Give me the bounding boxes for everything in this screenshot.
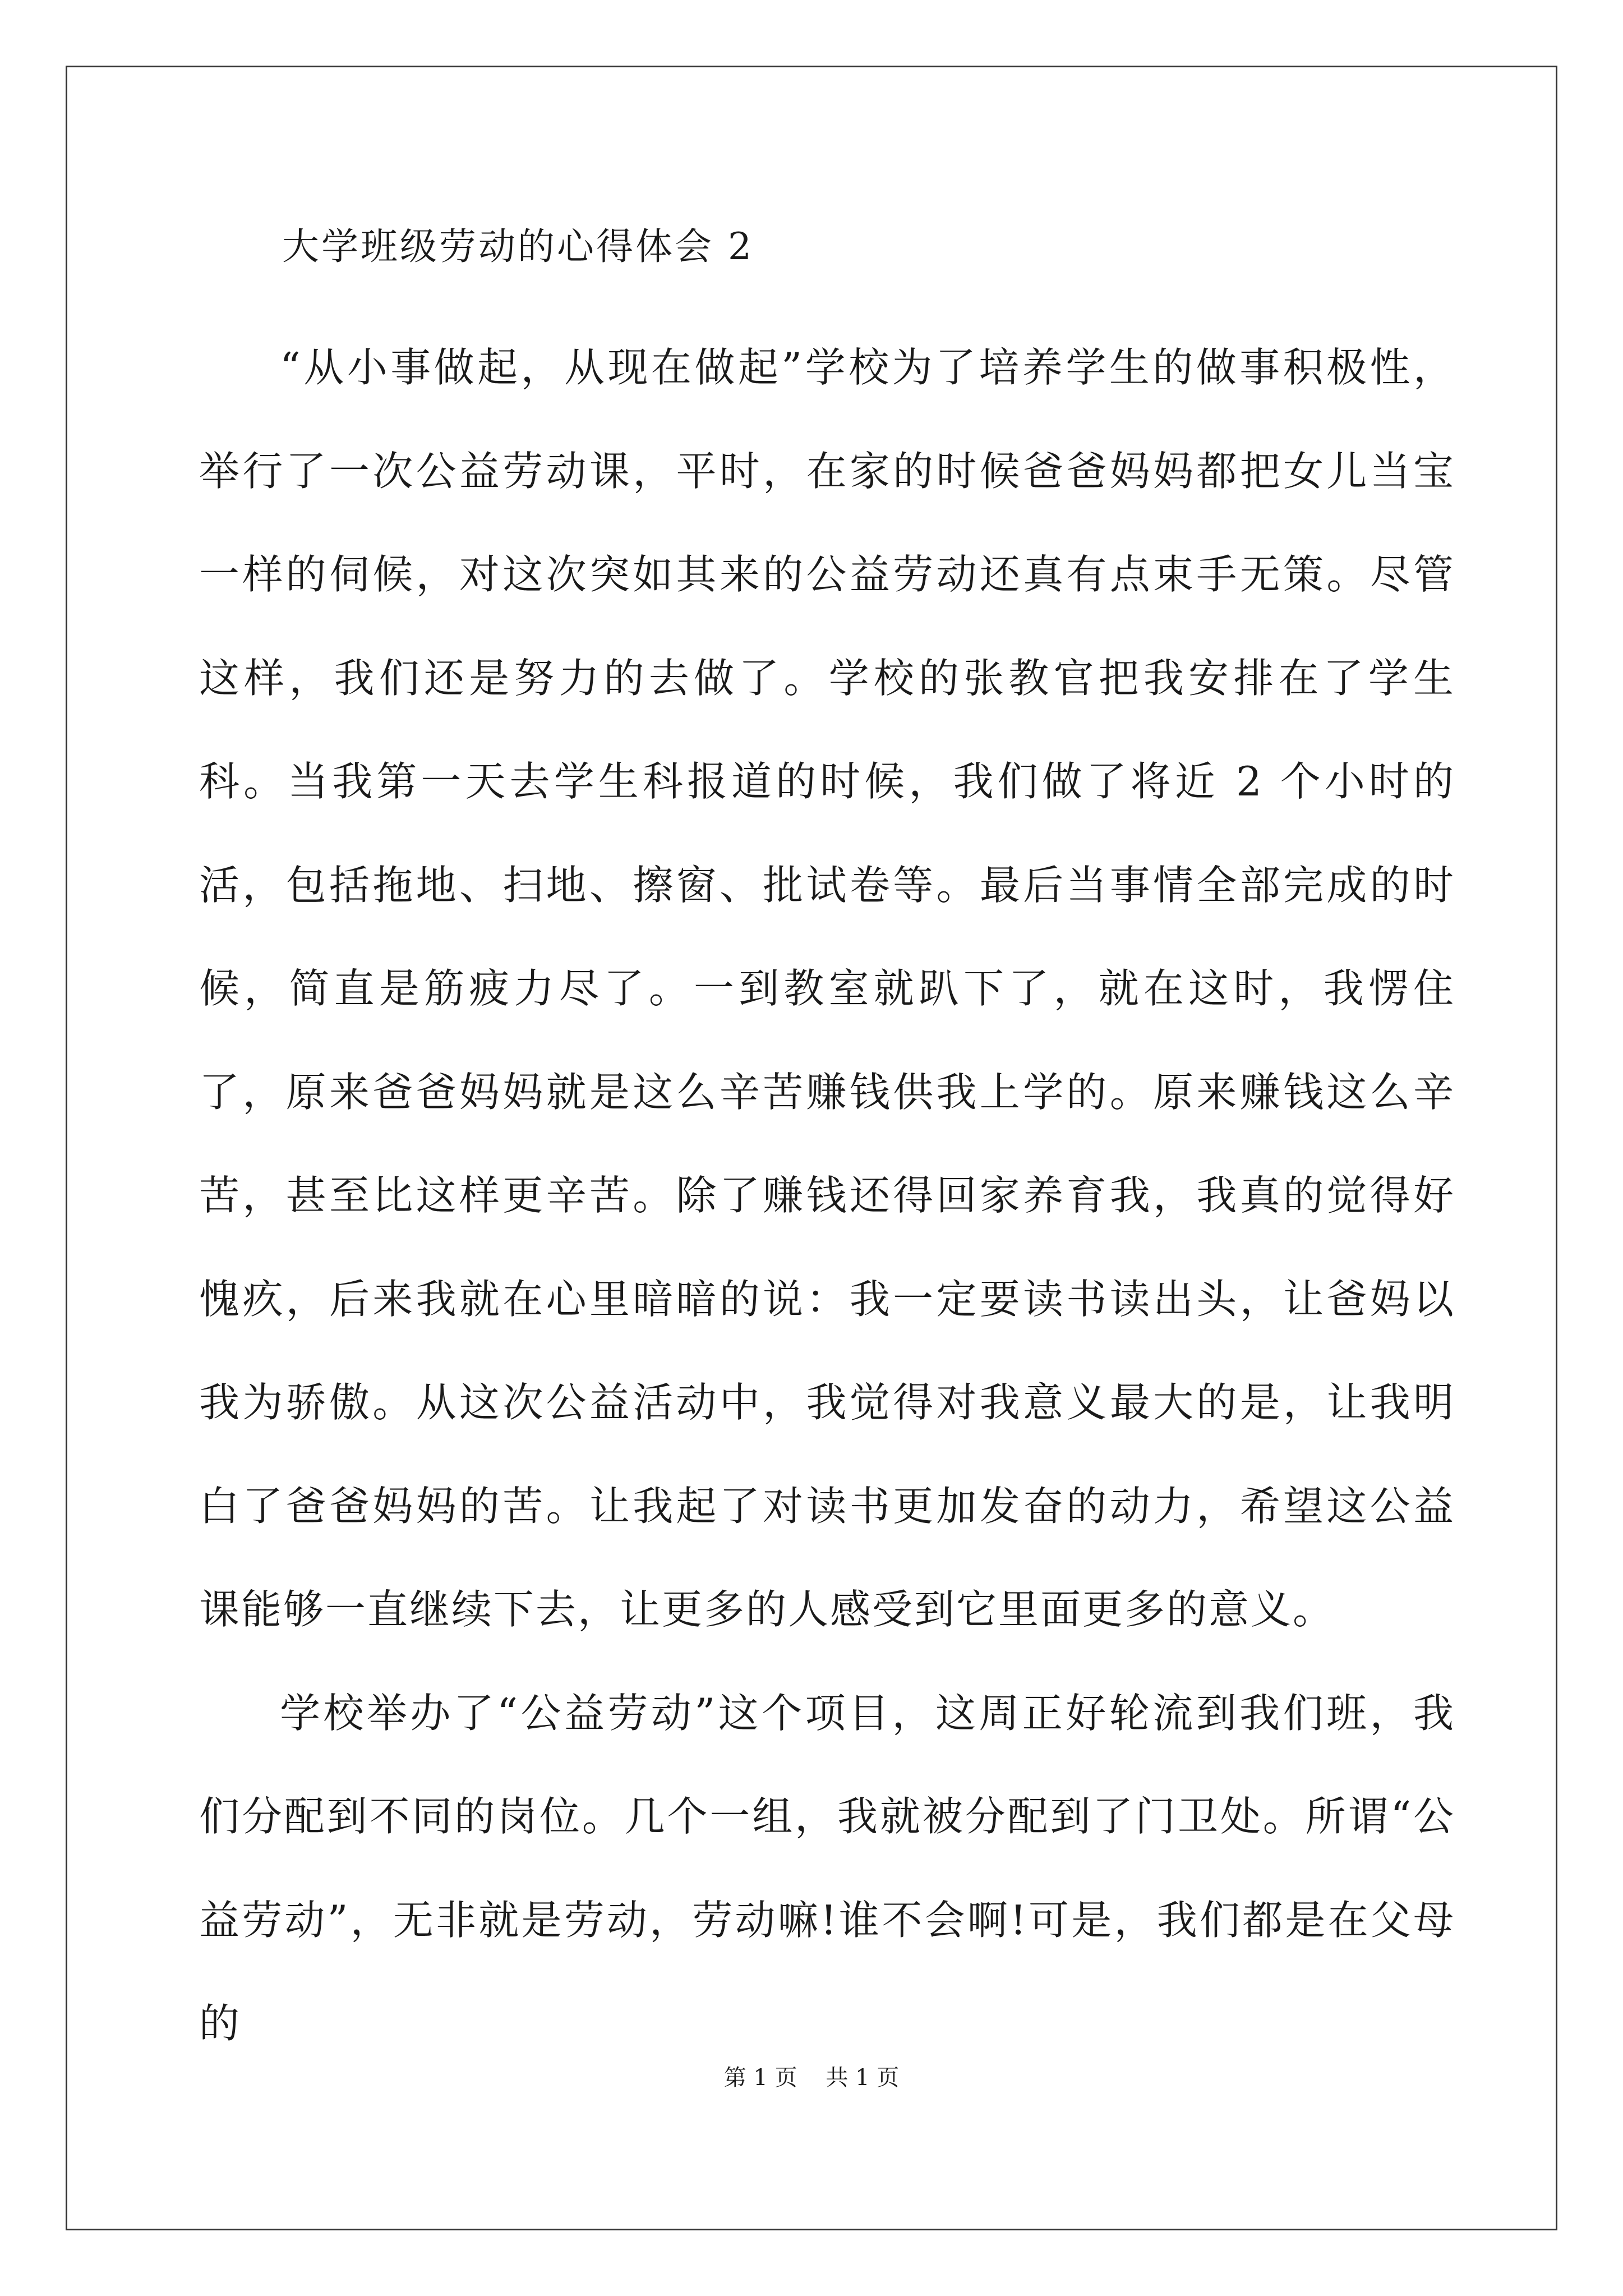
page-footer: 第 1 页 共 1 页: [723, 2065, 900, 2091]
paragraph-2: 学校举办了“公益劳动”这个项目，这周正好轮流到我们班，我们分配到不同的岗位。几个一组，我就被分配到了门卫处。所谓“公益劳动”，无非就是劳动，劳动嘛!谁不会啊!可是，我们都是在父母的: [199, 1689, 1455, 2047]
document-body: [199, 224, 1455, 2076]
paragraph-1: “从小事做起，从现在做起”学校为了培养学生的做事积极性，举行了一次公益劳动课，平时，在家的时候爸爸妈妈都把女儿当宝一样的伺候，对这次突如其来的公益劳动还真有点束手无策。尽管这样，我们还是努力的去做了。学校的张教官把我安排在了学生科。当我第一天去学生科报道的时候，我们做了将近 2 个小时的活，包括拖地、扫地、擦窗、批试卷等。最后当事情全部完成的时候，简直是筋疲力尽了。一到教室就趴下了，就在这时，我愣住了，原来爸爸妈妈就是这么辛苦赚钱供我上学的。原来赚钱这么辛苦，甚至比这样更辛苦。除了赚钱还得回家养育我，我真的觉得好愧疚，后来我就在心里暗暗的说：我一定要读书读出头，让爸妈以我为骄傲。从这次公益活动中，我觉得对我意义最大的是，让我明白了爸爸妈妈的苦。让我起了对读书更加发奋的动力，希望这公益课能够一直继续下去，让更多的人感受到它里面更多的意义。: [199, 344, 1455, 1633]
document-title: 大学班级劳动的心得体会 2: [282, 225, 754, 268]
